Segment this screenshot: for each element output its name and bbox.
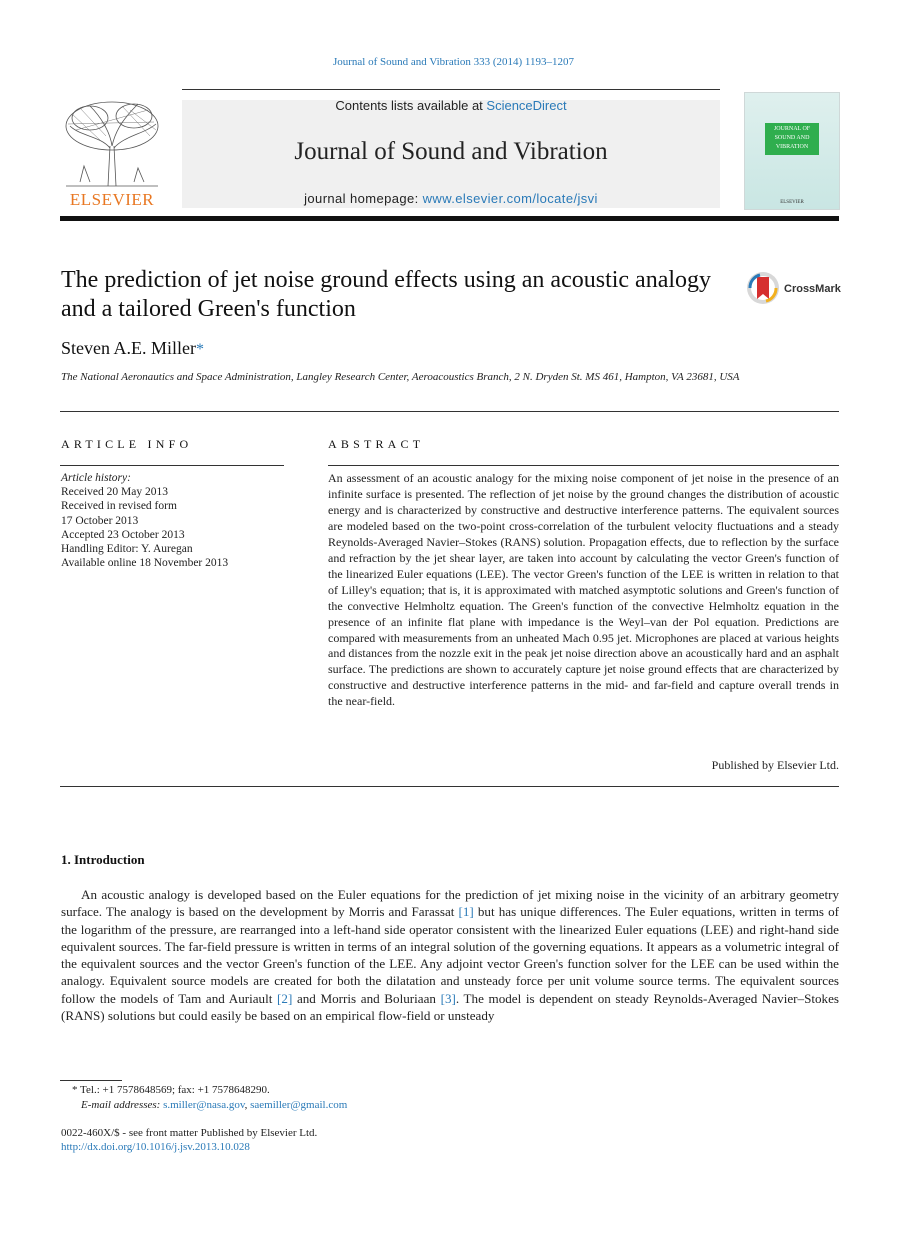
history-item: Received in revised form (61, 500, 177, 513)
introduction-heading: 1. Introduction (61, 852, 145, 867)
footnote-email (81, 1099, 347, 1111)
footnote-phone: * Tel.: +1 7578648569; fax: +1 7578648290. (72, 1084, 270, 1096)
abstract-heading: ABSTRACT (328, 437, 425, 451)
abstract-bottom-rule (60, 786, 839, 787)
email-link-1[interactable]: s.miller@nasa.gov (163, 1099, 245, 1111)
elsevier-logo (60, 96, 164, 212)
history-item: Handling Editor: Y. Auregan (61, 543, 193, 556)
intro-text-part: and Morris and Boluriaan (292, 990, 441, 1006)
email-link-2[interactable]: saemiller@gmail.com (250, 1099, 348, 1111)
homepage-line (182, 191, 720, 206)
sciencedirect-link[interactable]: ScienceDirect (486, 98, 567, 113)
cover-publisher: ELSEVIER (780, 200, 804, 205)
intro-text-part: but has unique differences. The Euler equations, written in terms of the logarithm of the pressure, are rearranged into a left-hand side operator consistent with the linearized Euler equations (LEE) and right-hand side equivalent sources. The far-field pressure is written in terms of an integral solution of the governing equations. It appears as a volumetric integral of the equivalent sources and the vector Green's function of the LEE. Any adjoint vector Green's function solver for the LEE can be used within the analogy. Equivalent source models are created for both the dilatation and unsteady force per unit volume source terms. The equivalent sources follow the models of Tam and Auriault (61, 904, 839, 1006)
email-label: E-mail addresses: (81, 1099, 164, 1111)
crossmark-label: CrossMark (784, 283, 841, 295)
email-separator: , (244, 1099, 251, 1111)
header-thick-rule (60, 216, 839, 221)
reference-link-1[interactable]: [1] (458, 904, 474, 920)
journal-citation[interactable]: Journal of Sound and Vibration 333 (2014) 1193–1207 (332, 56, 574, 68)
history-item: 17 October 2013 (61, 514, 139, 527)
abstract-text: An assessment of an acoustic analogy for the mixing noise component of jet noise in the presence of an infinite surface is presented. The reflection of jet noise by the ground changes the distribution of acoustic energy and is characterized by constructive and destructive interference patterns. The equivalent sources are modeled based on the two-point cross-correlation of the turbulent velocity fluctuations and a steady Reynolds-Averaged Navier–Stokes (RANS) solution. Propagation effects, due to reflection by the surface and refraction by the jet shear layer, are taken into account by calculating the vector Green's function of the linearized Euler equations (LEE). The vector Green's function of the LEE is written in relation to that of Lilley's equation; that is, it is approximated with matched asymptotic solutions and Green's function of the convective Helmholtz equation. The Green's function of the convective Helmholtz equation in the presence of an infinite flat plane with impedance is the Weyl–van der Pol equation. Predictions are compared with measurements from an unheated Mach 0.95 jet. Microphones are placed at various heights and distances from the nozzle exit in the peak jet noise direction above an acoustically hard and an asphalt surface. The predictions are shown to accurately capture jet noise ground effects that are characterized by constructive and destructive interference patterns in the mid- and far-field and capture overall trends in the near-field. (328, 471, 839, 709)
reference-link-2[interactable]: [2] (277, 990, 293, 1006)
abstract-rule (328, 465, 839, 466)
homepage-link[interactable]: www.elsevier.com/locate/jsvi (422, 191, 598, 206)
cover-title: JOURNAL OF SOUND AND VIBRATION (765, 123, 819, 155)
footnote-rule (60, 1080, 122, 1081)
intro-text-part: An acoustic analogy is developed based on the Euler equations for the prediction of jet mixing noise in the vicinity of an arbitrary geometry surface. The analogy is based on the development by Morris and Farassat (61, 887, 839, 920)
crossmark-button[interactable] (746, 271, 842, 309)
introduction-paragraph (61, 886, 839, 1024)
reference-link-3[interactable]: [3] (440, 990, 456, 1006)
article-title: The prediction of jet noise ground effects using an acoustic analogy and a tailored Green's function (61, 267, 712, 322)
history-label: Article history: (61, 472, 131, 484)
history-item: Available online 18 November 2013 (61, 557, 229, 570)
elsevier-wordmark: ELSEVIER (69, 190, 155, 209)
author-name-text: Steven A.E. Miller (61, 338, 196, 358)
contents-prefix: Contents lists available at (335, 98, 487, 113)
affiliation-rule (60, 411, 839, 412)
published-by: Published by Elsevier Ltd. (711, 758, 839, 772)
doi-link[interactable]: http://dx.doi.org/10.1016/j.jsv.2013.10.028 (61, 1141, 250, 1153)
article-history (61, 471, 291, 570)
history-item: Received 20 May 2013 (61, 486, 168, 499)
author-name (61, 338, 204, 359)
intro-text-part: . The model is dependent on steady Reynolds-Averaged Navier–Stokes (RANS) solutions but could easily be based on an empirical flow-field or unsteady (61, 990, 839, 1024)
author-footnote-mark[interactable]: * (195, 341, 204, 358)
history-item: Accepted 23 October 2013 (61, 528, 185, 541)
crossmark-icon (746, 271, 780, 305)
elsevier-tree-icon (60, 96, 164, 188)
article-info-heading: ARTICLE INFO (61, 437, 193, 451)
issn-line: 0022-460X/$ - see front matter Published by Elsevier Ltd. (61, 1127, 318, 1139)
homepage-prefix: journal homepage: (304, 191, 423, 206)
author-affiliation: The National Aeronautics and Space Administration, Langley Research Center, Aeroacoustics Branch, 2 N. Dryden St. MS 461, Hampton, VA 23681, USA (61, 371, 740, 383)
contents-line (182, 98, 720, 113)
journal-name: Journal of Sound and Vibration (294, 138, 608, 165)
header-top-rule (182, 89, 720, 90)
article-info-rule (60, 465, 284, 466)
journal-cover-thumbnail[interactable] (744, 92, 840, 210)
